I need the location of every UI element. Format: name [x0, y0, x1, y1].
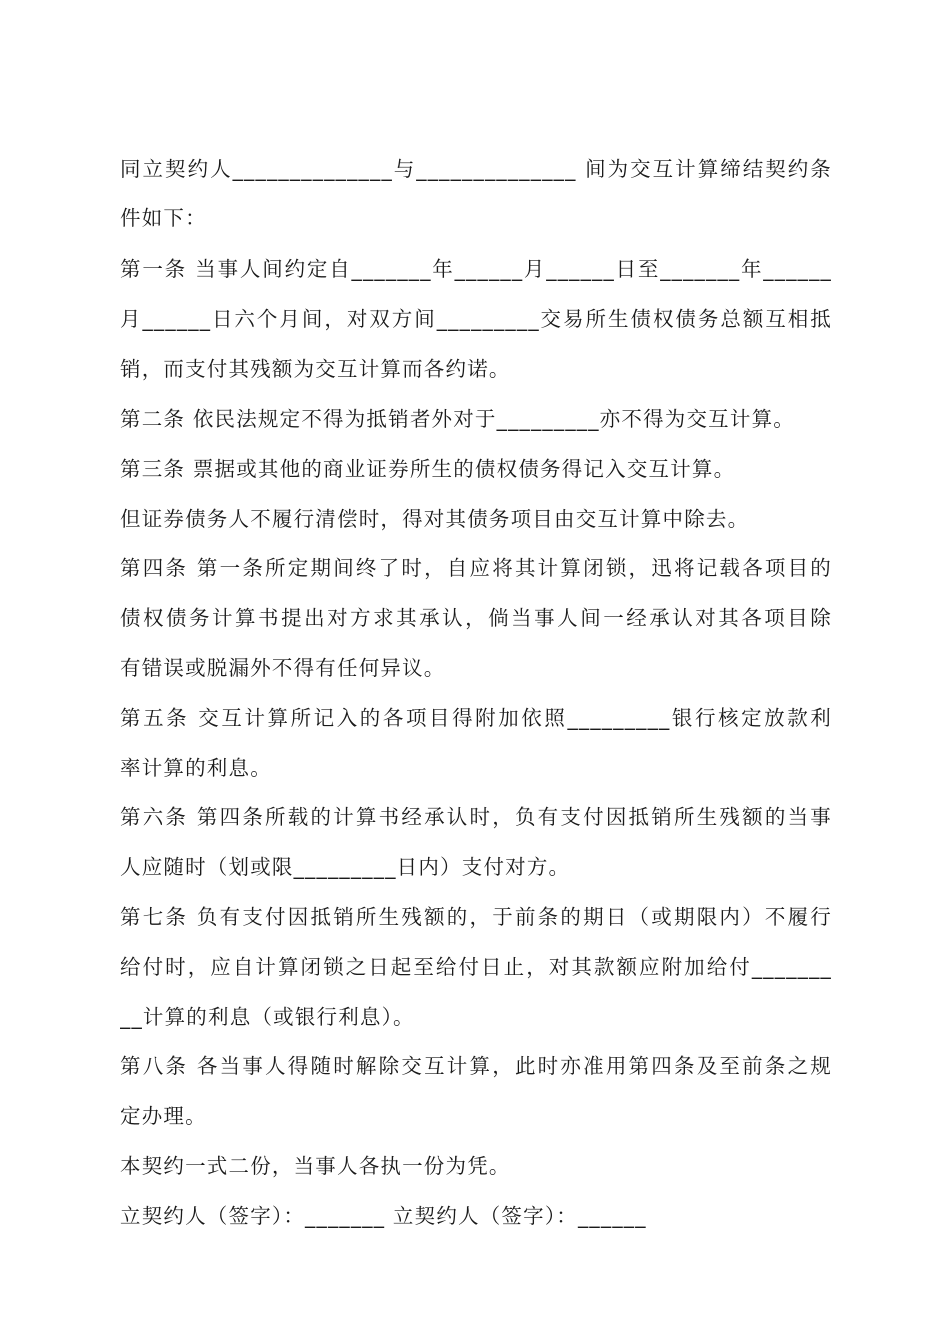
text-line-6: 第二条 依民法规定不得为抵销者外对于_________亦不得为交互计算。: [120, 407, 795, 431]
text-line-20: 定办理。: [120, 1104, 207, 1128]
text-line-15: 人应随时（划或限_________日内）支付对方。: [120, 855, 571, 879]
text-line-9: 第四条 第一条所定期间终了时，自应将其计算闭锁，迅将记载各项目的: [120, 556, 832, 580]
text-line-1: 同立契约人______________与______________ 间为交互计算缔结契约条: [120, 157, 832, 181]
signature-line: 立契约人（签字）：_______ 立契约人（签字）：______: [120, 1204, 647, 1228]
text-line-21: 本契约一式二份，当事人各执一份为凭。: [120, 1154, 511, 1178]
text-line-8: 但证券债务人不履行清偿时，得对其债务项目由交互计算中除去。: [120, 507, 750, 531]
text-line-3: 第一条 当事人间约定自_______年______月______日至_______年______: [120, 257, 832, 281]
text-line-17: 给付时，应自计算闭锁之日起至给付日止，对其款额应附加给付_______: [120, 955, 832, 979]
text-line-14: 第六条 第四条所载的计算书经承认时，负有支付因抵销所生残额的当事: [120, 805, 832, 829]
text-line-2: 件如下：: [120, 206, 207, 230]
text-line-16: 第七条 负有支付因抵销所生残额的，于前条的期日（或期限内）不履行: [120, 905, 832, 929]
text-line-12: 第五条 交互计算所记入的各项目得附加依照_________银行核定放款利: [120, 706, 832, 730]
text-line-19: 第八条 各当事人得随时解除交互计算，此时亦准用第四条及至前条之规: [120, 1054, 832, 1078]
text-line-11: 有错误或脱漏外不得有任何异议。: [120, 656, 446, 680]
text-line-18: __计算的利息（或银行利息）。: [120, 1005, 415, 1029]
text-line-7: 第三条 票据或其他的商业证券所生的债权债务得记入交互计算。: [120, 457, 736, 481]
text-line-13: 率计算的利息。: [120, 756, 272, 780]
text-line-4: 月______日六个月间，对双方间_________交易所生债权债务总额互相抵: [120, 307, 832, 331]
text-line-5: 销，而支付其残额为交互计算而各约诺。: [120, 357, 511, 381]
text-line-10: 债权债务计算书提出对方求其承认，倘当事人间一经承认对其各项目除: [120, 606, 832, 630]
